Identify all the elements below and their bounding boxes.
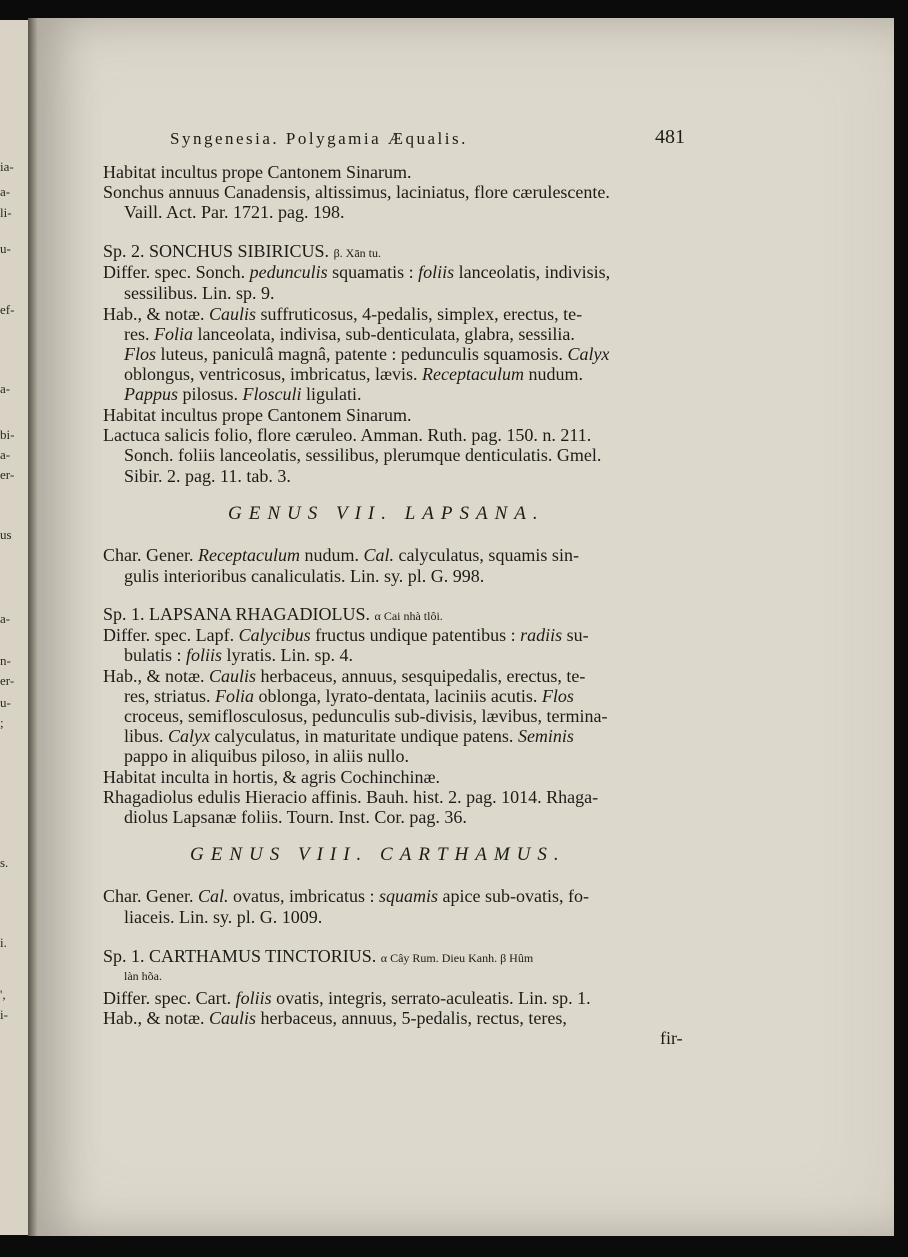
text-line: gulis interioribus canaliculatis. Lin. sy. pl. G. 998. xyxy=(124,566,485,586)
text-line: Habitat inculta in hortis, & agris Cochinchinæ. xyxy=(103,767,440,787)
text-line: diolus Lapsanæ foliis. Tourn. Inst. Cor. pag. 36. xyxy=(124,807,467,827)
page-gutter xyxy=(28,18,38,1236)
facing-page-fragment: i. xyxy=(0,935,7,950)
text-line: oblongus, ventricosus, imbricatus, lævis. Receptaculum nudum. xyxy=(124,364,583,384)
facing-page-fragment: a- xyxy=(0,447,11,462)
species-heading: Sp. 1. CARTHAMUS TINCTORIUS. α Cây Rum. Dieu Kanh. β Hûm xyxy=(103,946,534,966)
page-number: 481 xyxy=(655,126,685,148)
facing-page-fragment: ', xyxy=(0,987,6,1002)
text-line: Sonchus annuus Canadensis, altissimus, laciniatus, flore cærulescente. xyxy=(103,182,610,202)
facing-page-fragment: li- xyxy=(0,205,12,220)
text-line: Habitat incultus prope Cantonem Sinarum. xyxy=(103,162,412,182)
facing-page-fragment: ; xyxy=(0,715,4,730)
text-line: Char. Gener. Receptaculum nudum. Cal. calyculatus, squamis sin- xyxy=(103,545,579,565)
text-line: liaceis. Lin. sy. pl. G. 1009. xyxy=(124,907,323,927)
facing-page-fragment: ia- xyxy=(0,159,14,174)
facing-page-fragment: n- xyxy=(0,653,11,668)
text-line: Char. Gener. Cal. ovatus, imbricatus : squamis apice sub-ovatis, fo- xyxy=(103,886,589,906)
text-line: res, striatus. Folia oblonga, lyrato-dentata, laciniis acutis. Flos xyxy=(124,686,574,706)
facing-page-fragment: a- xyxy=(0,611,11,626)
text-line: res. Folia lanceolata, indivisa, sub-denticulata, glabra, sessilia. xyxy=(124,324,575,344)
facing-page-fragment: s. xyxy=(0,855,9,870)
facing-page-edge xyxy=(0,20,31,1235)
text-line: Sonch. foliis lanceolatis, sessilibus, plerumque denticulatis. Gmel. xyxy=(124,445,602,465)
text-line: Vaill. Act. Par. 1721. pag. 198. xyxy=(124,202,345,222)
facing-page-fragment: u- xyxy=(0,241,11,256)
text-line: Flos luteus, paniculâ magnâ, patente : pedunculis squamosis. Calyx xyxy=(124,344,610,364)
text-line: bulatis : foliis lyratis. Lin. sp. 4. xyxy=(124,645,354,665)
text-line: Lactuca salicis folio, flore cæruleo. Amman. Ruth. pag. 150. n. 211. xyxy=(103,425,592,445)
text-line: Hab., & notæ. Caulis herbaceus, annuus, 5-pedalis, rectus, teres, xyxy=(103,1008,567,1028)
text-line: Hab., & notæ. Caulis herbaceus, annuus, sesquipedalis, erectus, te- xyxy=(103,666,586,686)
catchword: fir- xyxy=(660,1028,683,1048)
facing-page-fragment: ef- xyxy=(0,302,15,317)
genus-heading: GENUS VII. LAPSANA. xyxy=(228,503,545,524)
facing-page-fragment: er- xyxy=(0,673,15,688)
text-line: libus. Calyx calyculatus, in maturitate undique patens. Seminis xyxy=(124,726,574,746)
text-line: Differ. spec. Cart. foliis ovatis, integris, serrato-aculeatis. Lin. sp. 1. xyxy=(103,988,591,1008)
genus-heading: GENUS VIII. CARTHAMUS. xyxy=(190,844,566,865)
running-header: Syngenesia. Polygamia Æqualis. xyxy=(170,129,468,148)
text-line: Sibir. 2. pag. 11. tab. 3. xyxy=(124,466,291,486)
text-line: Pappus pilosus. Flosculi ligulati. xyxy=(124,384,362,404)
facing-page-fragment: bi- xyxy=(0,427,15,442)
vernacular-line: làn hõa. xyxy=(124,969,162,983)
text-line: Differ. spec. Sonch. pedunculis squamatis : foliis lanceolatis, indivisis, xyxy=(103,262,611,282)
facing-page-fragment: i- xyxy=(0,1007,8,1022)
text-line: Rhagadiolus edulis Hieracio affinis. Bauh. hist. 2. pag. 1014. Rhaga- xyxy=(103,787,599,807)
text-line: Hab., & notæ. Caulis suffruticosus, 4-pedalis, simplex, erectus, te- xyxy=(103,304,583,324)
text-line: pappo in aliquibus piloso, in aliis nullo. xyxy=(124,746,409,766)
facing-page-fragment: a- xyxy=(0,381,11,396)
facing-page-fragment: er- xyxy=(0,467,15,482)
species-heading: Sp. 2. SONCHUS SIBIRICUS. β. Xān tu. xyxy=(103,241,381,261)
facing-page-fragment: a- xyxy=(0,184,11,199)
facing-page-fragment: us xyxy=(0,527,12,542)
text-line: Differ. spec. Lapf. Calycibus fructus undique patentibus : radiis su- xyxy=(103,625,589,645)
text-line: croceus, semiflosculosus, pedunculis sub-divisis, lævibus, termina- xyxy=(124,706,608,726)
text-line: Habitat incultus prope Cantonem Sinarum. xyxy=(103,405,412,425)
facing-page-fragment: u- xyxy=(0,695,11,710)
species-heading: Sp. 1. LAPSANA RHAGADIOLUS. α Cai nhà tlôi. xyxy=(103,604,443,624)
text-line: sessilibus. Lin. sp. 9. xyxy=(124,283,275,303)
